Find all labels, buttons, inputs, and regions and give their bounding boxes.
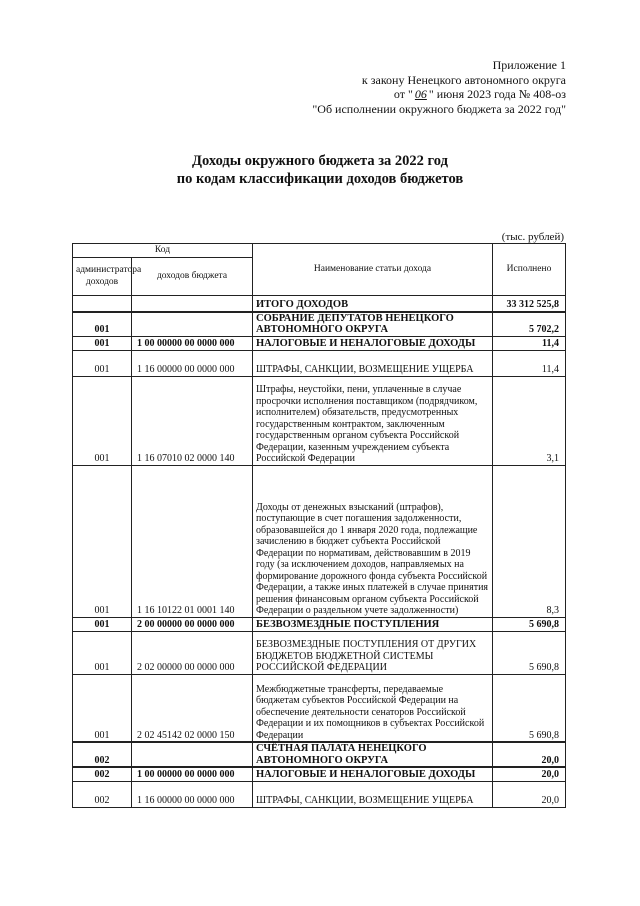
- admin-code-cell: 002: [73, 742, 132, 767]
- admin-code-cell: 001: [73, 312, 132, 337]
- amount-cell: 20,0: [493, 781, 566, 807]
- total-code-cell: [132, 296, 253, 312]
- code-group-header: Код: [73, 244, 253, 258]
- amount-cell: 5 702,2: [493, 312, 566, 337]
- revenue-name-cell: НАЛОГОВЫЕ И НЕНАЛОГОВЫЕ ДОХОДЫ: [253, 767, 493, 781]
- income-code-cell: 2 00 00000 00 0000 000: [132, 617, 253, 631]
- amount-cell: 11,4: [493, 336, 566, 350]
- income-code-cell: 2 02 45142 02 0000 150: [132, 674, 253, 742]
- table-row: [73, 376, 566, 465]
- revenue-name-cell: СЧЁТНАЯ ПАЛАТА НЕНЕЦКОГО АВТОНОМНОГО ОКРУГА: [253, 742, 493, 767]
- total-admin-cell: [73, 296, 132, 312]
- income-code-cell: 1 16 00000 00 0000 000: [132, 350, 253, 376]
- income-code-cell: 1 16 00000 00 0000 000: [132, 781, 253, 807]
- law-reference: к закону Ненецкого автономного округа: [361, 72, 566, 87]
- admin-code-cell: 001: [73, 350, 132, 376]
- amount-cell: 8,3: [493, 465, 566, 617]
- amount-cell: 20,0: [493, 742, 566, 767]
- revenue-name-cell: НАЛОГОВЫЕ И НЕНАЛОГОВЫЕ ДОХОДЫ: [253, 336, 493, 350]
- amount-cell: 3,1: [493, 376, 566, 465]
- table-header-row: [73, 244, 566, 258]
- total-label: ИТОГО ДОХОДОВ: [253, 296, 493, 312]
- revenue-table: [72, 243, 566, 808]
- admin-code-cell: 001: [73, 631, 132, 674]
- table-row: [73, 767, 566, 781]
- admin-column-header: администратора доходов: [73, 258, 132, 296]
- revenue-name-cell: БЕЗВОЗМЕЗДНЫЕ ПОСТУПЛЕНИЯ ОТ ДРУГИХ БЮДЖЕТОВ БЮДЖЕТНОЙ СИСТЕМЫ РОССИЙСКОЙ ФЕДЕРАЦИИ: [253, 631, 493, 674]
- name-column-header: Наименование статьи дохода: [253, 244, 493, 296]
- amount-cell: 5 690,8: [493, 631, 566, 674]
- admin-code-cell: 001: [73, 465, 132, 617]
- document-title-line-2: по кодам классификации доходов бюджетов: [176, 171, 464, 187]
- law-date-suffix: " июня 2023 года № 408-оз: [428, 87, 566, 101]
- table-row: [73, 312, 566, 337]
- revenue-name-cell: Межбюджетные трансферты, передаваемые бюджетам субъектов Российской Федерации на обеспечение деятельности сенаторов Российской Федерации и их помощников в субъектах Российской Федерации: [253, 674, 493, 742]
- income-code-cell: 1 00 00000 00 0000 000: [132, 336, 253, 350]
- table-row: [73, 336, 566, 350]
- admin-code-cell: 001: [73, 674, 132, 742]
- law-date-prefix: от ": [393, 87, 413, 101]
- amount-cell: 5 690,8: [493, 674, 566, 742]
- appendix-header: [312, 58, 566, 116]
- admin-code-cell: 001: [73, 617, 132, 631]
- table-row: [73, 465, 566, 617]
- admin-code-cell: 002: [73, 781, 132, 807]
- revenue-name-cell: БЕЗВОЗМЕЗДНЫЕ ПОСТУПЛЕНИЯ: [253, 617, 493, 631]
- amount-column-header: Исполнено: [493, 244, 566, 296]
- income-code-cell: 1 16 10122 01 0001 140: [132, 465, 253, 617]
- amount-cell: 11,4: [493, 350, 566, 376]
- revenue-name-cell: ШТРАФЫ, САНКЦИИ, ВОЗМЕЩЕНИЕ УЩЕРБА: [253, 350, 493, 376]
- units-label: (тыс. рублей): [501, 231, 564, 243]
- revenue-name-cell: Штрафы, неустойки, пени, уплаченные в случае просрочки исполнения поставщиком (подрядчиком, исполнителем) обязательств, предусмотренных государственным контрактом, заключенным государственным органом субъекта Российской Федерации, казенным учреждением субъекта Российской Федерации: [253, 376, 493, 465]
- table-row: [73, 631, 566, 674]
- revenue-name-cell: ШТРАФЫ, САНКЦИИ, ВОЗМЕЩЕНИЕ УЩЕРБА: [253, 781, 493, 807]
- amount-cell: 5 690,8: [493, 617, 566, 631]
- admin-code-cell: 001: [73, 376, 132, 465]
- total-amount: 33 312 525,8: [493, 296, 566, 312]
- income-code-cell: 1 16 07010 02 0000 140: [132, 376, 253, 465]
- table-row: [73, 781, 566, 807]
- income-code-cell: [132, 742, 253, 767]
- admin-code-cell: 002: [73, 767, 132, 781]
- document-title-line-1: Доходы окружного бюджета за 2022 год: [192, 153, 448, 169]
- table-row: [73, 617, 566, 631]
- income-code-column-header: доходов бюджета: [132, 258, 253, 296]
- law-title: "Об исполнении окружного бюджета за 2022 год": [312, 101, 566, 116]
- total-row: [73, 296, 566, 312]
- document-title: [0, 152, 640, 188]
- table-row: [73, 674, 566, 742]
- handwritten-day: 06: [414, 87, 427, 101]
- revenue-name-cell: СОБРАНИЕ ДЕПУТАТОВ НЕНЕЦКОГО АВТОНОМНОГО ОКРУГА: [253, 312, 493, 337]
- table-row: [73, 350, 566, 376]
- admin-code-cell: 001: [73, 336, 132, 350]
- amount-cell: 20,0: [493, 767, 566, 781]
- table-row: [73, 742, 566, 767]
- revenue-name-cell: Доходы от денежных взысканий (штрафов), поступающие в счет погашения задолженности, образовавшейся до 1 января 2020 года, подлежащие зачислению в бюджет субъекта Российской Федерации по нормативам, действовавшим в 2019 году (за исключением доходов, направляемых на формирование дорожного фонда субъекта Российской Федерации, а также иных платежей в случае принятия решения финансовым органом субъекта Российской Федерации о раздельном учете задолженности): [253, 465, 493, 617]
- income-code-cell: [132, 312, 253, 337]
- income-code-cell: 1 00 00000 00 0000 000: [132, 767, 253, 781]
- revenue-table-body: [73, 244, 566, 808]
- law-date-line: [312, 87, 566, 102]
- appendix-label: Приложение 1: [492, 58, 566, 72]
- income-code-cell: 2 02 00000 00 0000 000: [132, 631, 253, 674]
